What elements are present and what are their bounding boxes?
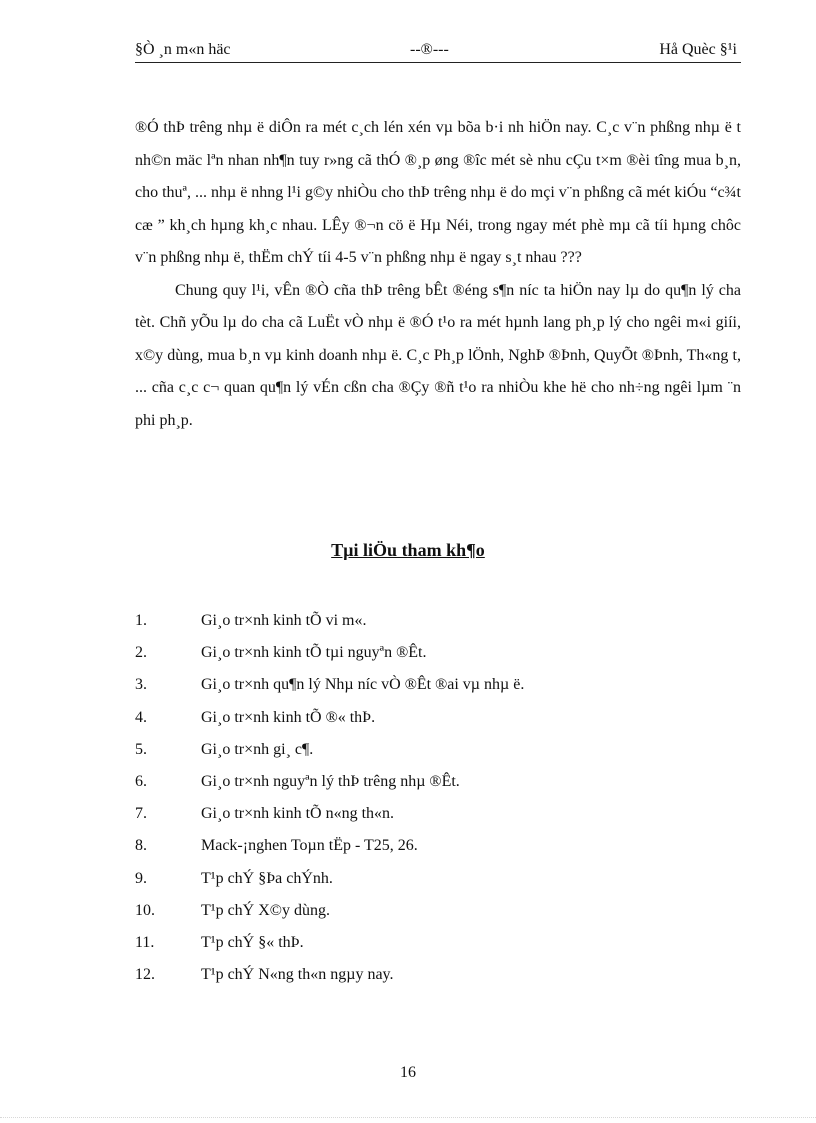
reference-text: T¹p chÝ §Þa chÝnh. — [201, 869, 333, 887]
header-right-text: Hå Quèc §¹i — [659, 41, 737, 58]
reference-number: 2. — [135, 644, 147, 662]
reference-number: 6. — [135, 772, 147, 790]
reference-item — [135, 768, 741, 800]
reference-item — [135, 929, 741, 961]
reference-item — [135, 704, 741, 736]
reference-text: Gi¸o tr×nh gi¸ c¶. — [201, 740, 314, 758]
reference-number: 9. — [135, 869, 147, 887]
reference-text: Gi¸o tr×nh kinh tÕ n«ng th«n. — [201, 805, 395, 823]
reference-number: 8. — [135, 837, 147, 855]
page-bottom-rule — [0, 1117, 816, 1118]
reference-item — [135, 800, 741, 832]
reference-text: Gi¸o tr×nh kinh tÕ ®« thÞ. — [201, 708, 376, 726]
reference-item — [135, 671, 741, 703]
reference-number: 5. — [135, 740, 147, 758]
reference-number: 10. — [135, 901, 155, 919]
reference-number: 7. — [135, 805, 147, 823]
body-paragraph-2: Chung quy l¹i, vÊn ®Ò cña thÞ trêng bÊt ®éng s¶n níc ta hiÖn nay lµ do qu¶n lý cha tèt. Chñ yÕu lµ do cha cã LuËt vÒ nhµ ë ®Ó t¹o ra mét hµnh lang ph¸p lý cho ngêi m«i giíi, x©y dùng, mua b¸n vµ kinh doanh nhµ ë. C¸c Ph¸p lÖnh, NghÞ ®Þnh, QuyÕt ®Þnh, Th«ng t, ... cña c¸c c¬ quan qu¶n lý vÉn cßn cha ®Çy ®ñ t¹o ra nhiÒu khe hë cho nh÷ng ngêi lµm ¨n phi ph¸p. — [135, 281, 741, 429]
page-number: 16 — [400, 1064, 416, 1081]
reference-item — [135, 639, 741, 671]
header-left-text: §Ò ¸n m«n häc — [135, 41, 231, 58]
reference-text: T¹p chÝ X©y dùng. — [201, 901, 330, 919]
references-title: Tµi liÖu tham kh¶o — [331, 540, 485, 560]
reference-item — [135, 832, 741, 864]
reference-number: 3. — [135, 676, 147, 694]
header-center-text: --®--- — [410, 41, 449, 58]
reference-number: 4. — [135, 708, 147, 726]
reference-text: Gi¸o tr×nh qu¶n lý Nhµ níc vÒ ®Êt ®ai vµ nhµ ë. — [201, 676, 525, 694]
reference-text: Mack-¡nghen Toµn tËp - T25, 26. — [201, 837, 418, 855]
reference-text: Gi¸o tr×nh nguyªn lý thÞ trêng nhµ ®Êt. — [201, 772, 460, 790]
reference-item — [135, 961, 741, 993]
references-list — [135, 607, 741, 993]
reference-item — [135, 865, 741, 897]
reference-item — [135, 607, 741, 639]
body-text — [135, 112, 741, 437]
body-paragraph-1: ®Ó thÞ trêng nhµ ë diÔn ra mét c¸ch lén xén vµ bõa b·i nh hiÖn nay. C¸c v¨n phßng nhµ ë t nh©n mäc lªn nhan nh¶n tuy r»ng cã thÓ ®¸p øng ®îc mét sè nhu cÇu t×m ®èi tîng mua b¸n, cho thuª, ... nhµ ë nhng l¹i g©y nhiÒu cho thÞ trêng nhµ ë do mçi v¨n phßng cã mét kiÓu “c¾t cæ ” kh¸ch hµng kh¸c nhau. LÊy ®¬n cö ë Hµ Néi, trong ngay mét phè mµ cã tíi hµng chôc v¨n phßng nhµ ë, thËm chÝ tíi 4-5 v¨n phßng nhµ ë ngay s¸t nhau ??? — [135, 119, 741, 266]
reference-text: Gi¸o tr×nh kinh tÕ tµi nguyªn ®Êt. — [201, 644, 427, 662]
reference-number: 12. — [135, 966, 155, 984]
reference-text: Gi¸o tr×nh kinh tÕ vi m«. — [201, 612, 367, 629]
reference-number: 1. — [135, 612, 147, 629]
page-header — [135, 40, 741, 63]
reference-item — [135, 897, 741, 929]
reference-text: T¹p chÝ §« thÞ. — [201, 933, 304, 951]
reference-text: T¹p chÝ N«ng th«n ngµy nay. — [201, 966, 394, 984]
reference-item — [135, 736, 741, 768]
reference-number: 11. — [135, 933, 155, 951]
